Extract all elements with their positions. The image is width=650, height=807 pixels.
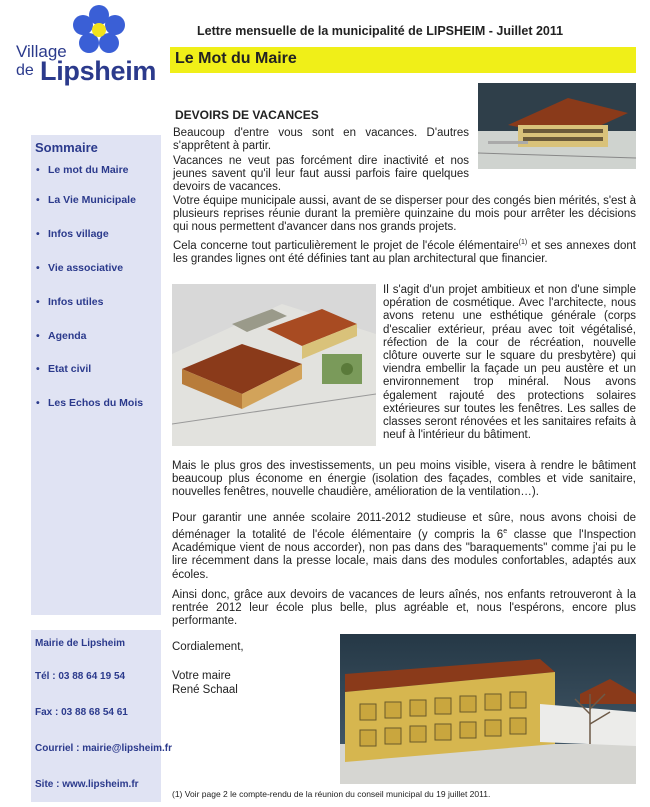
contact-name: Mairie de Lipsheim [35,638,126,649]
paragraph-6: Mais le plus gros des investissements, un peu moins visible, visera à rendre le bâtiment beaucoup plus économe en énergie (isolation des façades, combles et vide sanitaire, nouvelles fenêtres, nouvelle chaudière, amélioration de la ventilation…). [172,460,636,499]
paragraph-8: Ainsi donc, grâce aux devoirs de vacances de leurs aînés, nos enfants retrouveront à la rentrée 2012 leur école plus belle, plus agréable et, nous l'espérons, encore plus performante. [172,589,636,628]
school-rendering-image-3 [340,634,636,784]
contact-fax: Fax : 03 88 68 54 61 [35,707,128,718]
section-banner [170,47,636,73]
contact-email[interactable]: Courriel : mairie@lipsheim.fr [35,743,173,754]
contact-box [31,630,173,802]
logo-village-text: Village [16,42,67,61]
newsletter-title: Lettre mensuelle de la municipalité de LIPSHEIM - Juillet 2011 [197,24,564,38]
school-rendering-image-2 [172,284,376,446]
section-banner-label: Le Mot du Maire [175,50,297,67]
article-title: DEVOIRS DE VACANCES [175,108,319,122]
sidebar-item-etat-civil[interactable]: • Etat civil [36,363,92,375]
sidebar-item-agenda[interactable]: • Agenda [36,330,87,342]
flower-icon [70,4,128,54]
paragraph-7: Pour garantir une année scolaire 2011-2012 studieuse et sûre, nous avons choisi de déménager la totalité de l'école élémentaire (y compris la 6e classe que l'Inspection Académique vient de nous accorder), non pas dans des "baraquements" comme j'ai pu le lire récemment dans la presse locale, mais dans des modules confortables, adaptés aux écoles. [172,512,637,581]
closing-text: Cordialement, [172,641,244,653]
contact-tel: Tél : 03 88 64 19 54 [35,671,126,682]
signature-title: Votre maire [172,670,231,682]
paragraph-3: Votre équipe municipale aussi, avant de se disperser pour des congés bien mérités, s'est à plusieurs reprises réunie durant la première quinzaine du mois pour arrêter les décisions qui nous permettent d'avancer dans nos grands projets. [173,195,636,234]
paragraph-4: Cela concerne tout particulièrement le projet de l'école élémentaire$^{(1)}$ et ses annexes dont les grandes lignes ont été définies tant au plan architectural que financier. [173,239,636,266]
sidebar-item-vie-associative[interactable]: • Vie associative [36,262,124,274]
paragraph-2: Vacances ne veut pas forcément dire inactivité et nos jeunes savent qu'il leur faut aussi parfois faire quelques devoirs de vacances. [173,155,469,194]
school-rendering-image-1 [478,83,636,169]
village-logo [8,4,168,88]
sidebar-item-mot-du-maire[interactable]: • Le mot du Maire [36,164,129,176]
sidebar-item-infos-utiles[interactable]: • Infos utiles [36,296,104,308]
sidebar-summary [31,135,161,615]
sidebar-item-vie-municipale[interactable]: • La Vie Municipale [36,194,136,206]
footnote: (1) Voir page 2 le compte-rendu de la réunion du conseil municipal du 19 juillet 2011. [172,789,491,799]
paragraph-1: Beaucoup d'entre vous sont en vacances. D'autres s'apprêtent à partir. [173,127,469,153]
sidebar-item-echos-du-mois[interactable]: • Les Echos du Mois [36,397,144,409]
signature-name: René Schaal [172,684,238,696]
logo-name-text: Lipsheim [40,56,157,86]
sidebar-title: Sommaire [35,140,98,155]
contact-site[interactable]: Site : www.lipsheim.fr [35,779,139,790]
logo-de-text: de [16,62,34,79]
sidebar-item-infos-village[interactable]: • Infos village [36,228,109,240]
paragraph-5: Il s'agit d'un projet ambitieux et non d'une simple opération de cosmétique. Avec l'architecte, nous avons retenu une esthétique générale (corps d'escalier extérieur, préau avec toit végétalisé, réfection de la cour de récréation, nouvelle clôture ouverte sur le square du presbytère) qui viendra embellir la façade un peu austère et un environnement trop minéral. Nous avons également rajouté des protections solaires extérieures sur toutes les fenêtres. Les salles de classes seront rénovées et les sanitaires refaits à neuf à l'intérieur du bâtiment. [383,284,636,442]
